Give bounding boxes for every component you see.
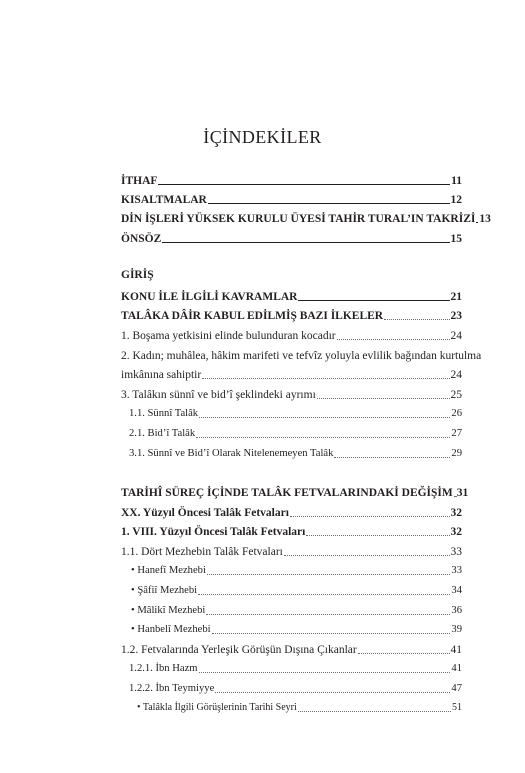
leader-line bbox=[162, 242, 449, 243]
leader-line bbox=[199, 672, 451, 673]
toc-entry-yerlesik-gorus[interactable] bbox=[121, 637, 462, 657]
leader-line bbox=[212, 633, 451, 634]
leader-line bbox=[334, 457, 450, 458]
leader-line bbox=[476, 222, 478, 223]
toc-entry-hanbeli[interactable] bbox=[131, 617, 462, 637]
leader-line bbox=[206, 614, 450, 615]
toc-entry-label: 1.1. Dört Mezhebin Talâk Fetvaları bbox=[121, 546, 283, 558]
toc-page-number: 31 bbox=[456, 487, 469, 499]
toc-entry-label: 1.2. Fetvalarında Yerleşik Görüşün Dışına Çıkanlar bbox=[121, 644, 357, 656]
toc-page-number: 26 bbox=[451, 408, 462, 419]
toc-entry-label: KISALTMALAR bbox=[121, 194, 207, 206]
toc-entry-bidi[interactable] bbox=[129, 421, 462, 441]
toc-entry-ibn-teymiyye[interactable] bbox=[129, 676, 462, 696]
toc-page-number: 41 bbox=[451, 663, 462, 674]
toc-entry-label: TALÂKA DÂİR KABUL EDİLMİŞ BAZI İLKELER bbox=[121, 310, 384, 322]
leader-line bbox=[198, 594, 450, 595]
leader-line bbox=[298, 300, 449, 301]
toc-entry-label: İTHAF bbox=[121, 175, 158, 187]
toc-entry-safii[interactable] bbox=[131, 578, 462, 598]
toc-entry-maliki[interactable] bbox=[131, 598, 462, 618]
toc-entry-viii-yuzyil[interactable] bbox=[121, 519, 462, 539]
toc-entry-label: 1.2.1. İbn Hazm bbox=[129, 663, 198, 674]
leader-line bbox=[158, 184, 450, 185]
toc-entry-ayrim[interactable] bbox=[121, 382, 462, 402]
toc-page-number: 24 bbox=[450, 330, 462, 342]
toc-page-number: 15 bbox=[450, 233, 462, 245]
toc-page-number: 36 bbox=[451, 605, 462, 616]
leader-line bbox=[290, 516, 450, 517]
toc-entry-label: 1. Boşama yetkisini elinde bulunduran kocadır bbox=[121, 330, 336, 342]
toc-entry-label: • Mâlikî Mezhebi bbox=[131, 605, 206, 616]
toc-entry-kadin-line1[interactable]: 2. Kadın; muhâlea, hâkim marifeti ve tefvîz yoluyla evlilik bağından kurtulma bbox=[121, 350, 482, 362]
toc-entry-label: 2.1. Bid’î Talâk bbox=[129, 428, 196, 439]
toc-page-number: 34 bbox=[451, 585, 462, 596]
toc-entry-ithaf[interactable] bbox=[121, 168, 462, 188]
toc-page-number: 32 bbox=[450, 507, 462, 519]
leader-line bbox=[306, 535, 449, 536]
leader-line bbox=[317, 398, 450, 399]
toc-entry-label: imkânına sahiptir bbox=[121, 369, 202, 381]
toc-entry-takriz[interactable] bbox=[121, 206, 491, 226]
leader-line bbox=[298, 711, 451, 712]
toc-entry-label: XX. Yüzyıl Öncesi Talâk Fetvaları bbox=[121, 507, 289, 519]
toc-entry-kisaltmalar[interactable] bbox=[121, 187, 462, 207]
toc-entry-kadin-line2[interactable] bbox=[121, 362, 462, 382]
toc-page-number: 11 bbox=[451, 175, 462, 187]
leader-line bbox=[337, 339, 450, 340]
toc-entry-label: 3. Talâkın sünnî ve bid’î şeklindeki ayrımı bbox=[121, 389, 316, 401]
toc-entry-label: 1. VIII. Yüzyıl Öncesi Talâk Fetvaları bbox=[121, 526, 306, 538]
toc-entry-label: • Hanbelî Mezhebi bbox=[131, 624, 211, 635]
toc-page-number: 41 bbox=[450, 644, 462, 656]
leader-line bbox=[454, 496, 456, 497]
toc-page-number: 33 bbox=[450, 546, 462, 558]
toc-entry-ilkeler[interactable] bbox=[121, 303, 462, 323]
leader-line bbox=[207, 574, 451, 575]
toc-page-number: 47 bbox=[451, 683, 462, 694]
toc-page-number: 32 bbox=[450, 526, 462, 538]
leader-line bbox=[215, 692, 450, 693]
toc-entry-tarihi-surec[interactable] bbox=[121, 480, 469, 500]
leader-line bbox=[358, 653, 450, 654]
toc-page-number: 51 bbox=[452, 702, 462, 713]
toc-entry-nitelenemeyen[interactable] bbox=[129, 441, 462, 461]
toc-entry-label: 1.2.2. İbn Teymiyye bbox=[129, 683, 215, 694]
toc-page-number: 23 bbox=[450, 310, 462, 322]
toc-entry-label: • Talâkla İlgili Görüşlerinin Tarihi Seyri bbox=[137, 702, 297, 713]
toc-entry-label: • Hanefî Mezhebi bbox=[131, 565, 206, 576]
toc-page-number: 33 bbox=[451, 565, 462, 576]
toc-entry-label: TARİHÎ SÜREÇ İÇİNDE TALÂK FETVALARINDAKİ DEĞİŞİM bbox=[121, 487, 453, 499]
toc-entry-dort-mezhep[interactable] bbox=[121, 539, 462, 559]
leader-line bbox=[284, 555, 450, 556]
toc-page-number: 21 bbox=[450, 291, 462, 303]
toc-entry-ibn-hazm[interactable] bbox=[129, 656, 462, 676]
toc-entry-hanefi[interactable] bbox=[131, 558, 462, 578]
toc-entry-label: KONU İLE İLGİLİ KAVRAMLAR bbox=[121, 291, 298, 303]
toc-page-number: 39 bbox=[451, 624, 462, 635]
toc-entry-sunni[interactable] bbox=[129, 401, 462, 421]
toc-entry-tarihi-seyri[interactable] bbox=[137, 695, 462, 715]
toc-page-number: 12 bbox=[450, 194, 462, 206]
toc-entry-label: 3.1. Sünnî ve Bid’î Olarak Nitelenemeyen Talâk bbox=[129, 448, 334, 459]
toc-entry-label: • Şâfiî Mezhebi bbox=[131, 585, 198, 596]
leader-line bbox=[199, 417, 450, 418]
leader-line bbox=[208, 203, 450, 204]
toc-entry-onsoz[interactable] bbox=[121, 226, 462, 246]
leader-line bbox=[202, 378, 449, 379]
toc-page-number: 25 bbox=[450, 389, 462, 401]
leader-line bbox=[196, 437, 450, 438]
toc-page-number: 27 bbox=[451, 428, 462, 439]
toc-page-number: 13 bbox=[479, 213, 491, 225]
toc-page-number: 29 bbox=[451, 448, 462, 459]
toc-entry-kavramlar[interactable] bbox=[121, 284, 462, 304]
toc-entry-bosama[interactable] bbox=[121, 323, 462, 343]
toc-entry-label: DİN İŞLERİ YÜKSEK KURULU ÜYESİ TAHİR TURAL’IN TAKRİZİ bbox=[121, 213, 476, 225]
section-heading-giris: GİRİŞ bbox=[121, 269, 154, 281]
leader-line bbox=[384, 319, 449, 320]
toc-entry-label: ÖNSÖZ bbox=[121, 233, 162, 245]
toc-page-number: 24 bbox=[450, 369, 462, 381]
page-title: İÇİNDEKİLER bbox=[203, 127, 322, 147]
toc-entry-xx-yuzyil[interactable] bbox=[121, 500, 462, 520]
toc-entry-label: 1.1. Sünnî Talâk bbox=[129, 408, 199, 419]
